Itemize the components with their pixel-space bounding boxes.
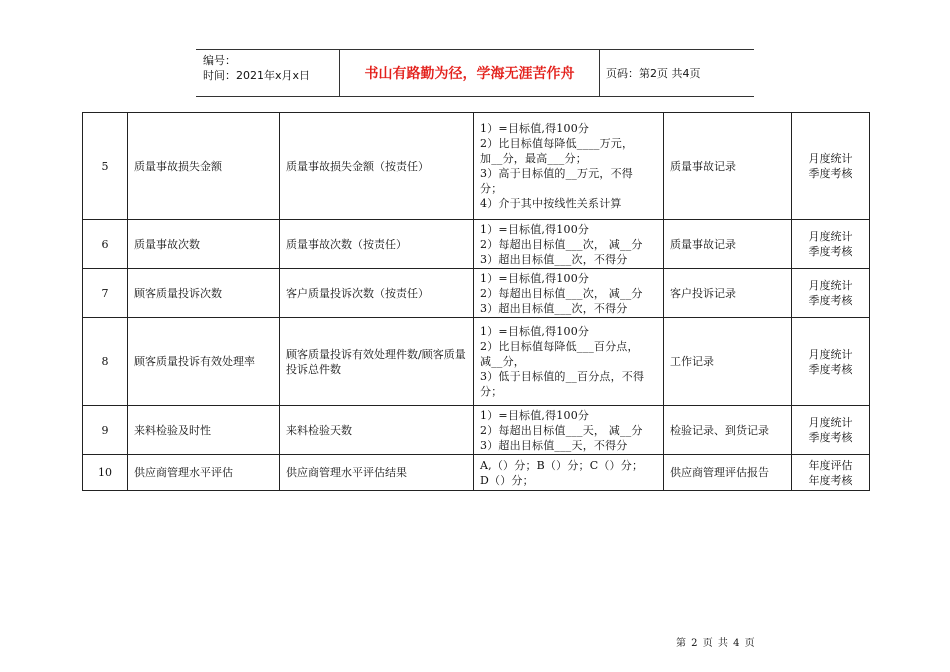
kpi-definition-cell: 质量事故损失金额（按责任） xyxy=(280,113,474,220)
kpi-table xyxy=(82,112,870,491)
scoring-rules-cell xyxy=(474,406,664,455)
kpi-item-cell: 来料检验及时性 xyxy=(128,406,280,455)
scoring-rule-line: 1）=目标值,得100分 xyxy=(480,271,590,285)
scoring-rules-cell xyxy=(474,318,664,406)
cycle-cell xyxy=(792,220,870,269)
scoring-rule-line: 3）超出目标值___天，不得分 xyxy=(480,438,628,452)
cycle-cell xyxy=(792,269,870,318)
cycle-line: 年度评估 xyxy=(808,458,853,472)
scoring-rule-line: 3）高于目标值的__万元，不得 xyxy=(480,167,633,180)
document-number-label: 编号： xyxy=(203,54,236,67)
scoring-rule-line: 减__分， xyxy=(480,355,525,368)
cycle-line: 季度考核 xyxy=(808,362,853,376)
scoring-rules-cell xyxy=(474,455,664,491)
row-number-cell: 5 xyxy=(83,113,128,220)
header-motto: 书山有路勤为径，学海无涯苦作舟 xyxy=(340,50,600,96)
kpi-item-cell: 质量事故次数 xyxy=(128,220,280,269)
scoring-rule-line: 2）比目标值每降低____万元， xyxy=(480,137,634,150)
scoring-rule-line: 2）每超出目标值___次， 减__分 xyxy=(480,237,643,251)
cycle-line: 月度统计 xyxy=(808,152,853,165)
scoring-rule-line: A,（）分；B（）分；C（）分； xyxy=(480,458,644,472)
scoring-rule-line: 1）=目标值,得100分 xyxy=(480,122,590,135)
scoring-rule-line: 2）每超出目标值___天， 减__分 xyxy=(480,423,643,437)
row-number-cell: 9 xyxy=(83,406,128,455)
scoring-rule-line: 1）=目标值,得100分 xyxy=(480,222,590,236)
data-source-cell: 工作记录 xyxy=(664,318,792,406)
scoring-rule-line: 2）每超出目标值___次， 减__分 xyxy=(480,286,643,300)
scoring-rules-cell xyxy=(474,113,664,220)
scoring-rule-line: 加__分，最高___分； xyxy=(480,152,587,165)
row-number-cell: 7 xyxy=(83,269,128,318)
cycle-line: 季度考核 xyxy=(808,294,853,307)
table-row xyxy=(83,455,870,491)
data-source-cell: 质量事故记录 xyxy=(664,220,792,269)
kpi-definition-cell: 客户质量投诉次数（按责任） xyxy=(280,269,474,318)
cycle-cell xyxy=(792,406,870,455)
kpi-item-cell: 顾客质量投诉有效处理率 xyxy=(128,318,280,406)
cycle-line: 月度统计 xyxy=(808,416,853,429)
table-row xyxy=(83,269,870,318)
scoring-rule-line: 3）超出目标值___次，不得分 xyxy=(480,301,628,315)
row-number-cell: 8 xyxy=(83,318,128,406)
table-row xyxy=(83,220,870,269)
row-number-cell: 10 xyxy=(83,455,128,491)
cycle-cell xyxy=(792,455,870,491)
cycle-line: 月度统计 xyxy=(808,347,853,361)
scoring-rule-line: 分； xyxy=(480,385,503,398)
table-row xyxy=(83,318,870,406)
data-source-cell: 供应商管理评估报告 xyxy=(664,455,792,491)
page-header xyxy=(196,49,754,97)
cycle-line: 年度考核 xyxy=(808,473,853,487)
scoring-rules-cell xyxy=(474,220,664,269)
scoring-rule-line: 3）低于目标值的__百分点，不得 xyxy=(480,370,645,383)
row-number-cell: 6 xyxy=(83,220,128,269)
scoring-rule-line: 1）=目标值,得100分 xyxy=(480,325,590,338)
kpi-item-cell: 顾客质量投诉次数 xyxy=(128,269,280,318)
cycle-line: 月度统计 xyxy=(808,279,853,292)
data-source-cell: 客户投诉记录 xyxy=(664,269,792,318)
cycle-cell xyxy=(792,113,870,220)
kpi-table-body xyxy=(83,113,870,491)
kpi-definition-cell: 来料检验天数 xyxy=(280,406,474,455)
scoring-rule-line: 1）=目标值,得100分 xyxy=(480,408,590,422)
page-footer: 第 2 页 共 4 页 xyxy=(676,638,756,649)
kpi-item-cell: 质量事故损失金额 xyxy=(128,113,280,220)
kpi-item-cell: 供应商管理水平评估 xyxy=(128,455,280,491)
header-info xyxy=(196,50,340,96)
scoring-rule-line: 2）比目标值每降低___百分点， xyxy=(480,340,639,353)
cycle-line: 季度考核 xyxy=(808,431,853,444)
data-source-cell: 质量事故记录 xyxy=(664,113,792,220)
scoring-rules-cell xyxy=(474,269,664,318)
table-row xyxy=(83,113,870,220)
kpi-definition-cell: 质量事故次数（按责任） xyxy=(280,220,474,269)
cycle-cell xyxy=(792,318,870,406)
cycle-line: 月度统计 xyxy=(808,230,853,243)
scoring-rule-line: 3）超出目标值___次，不得分 xyxy=(480,252,628,266)
kpi-definition-cell: 供应商管理水平评估结果 xyxy=(280,455,474,491)
scoring-rule-line: 分； xyxy=(480,182,503,195)
cycle-line: 季度考核 xyxy=(808,245,853,258)
scoring-rule-line: D（）分； xyxy=(480,473,534,487)
table-row xyxy=(83,406,870,455)
kpi-definition-cell: 顾客质量投诉有效处理件数/顾客质量投诉总件数 xyxy=(280,318,474,406)
document-date: 时间：2021年x月x日 xyxy=(203,69,311,82)
header-page-number: 页码：第2页 共4页 xyxy=(606,67,701,80)
data-source-cell: 检验记录、到货记录 xyxy=(664,406,792,455)
scoring-rule-line: 4）介于其中按线性关系计算 xyxy=(480,197,622,210)
cycle-line: 季度考核 xyxy=(808,167,853,180)
